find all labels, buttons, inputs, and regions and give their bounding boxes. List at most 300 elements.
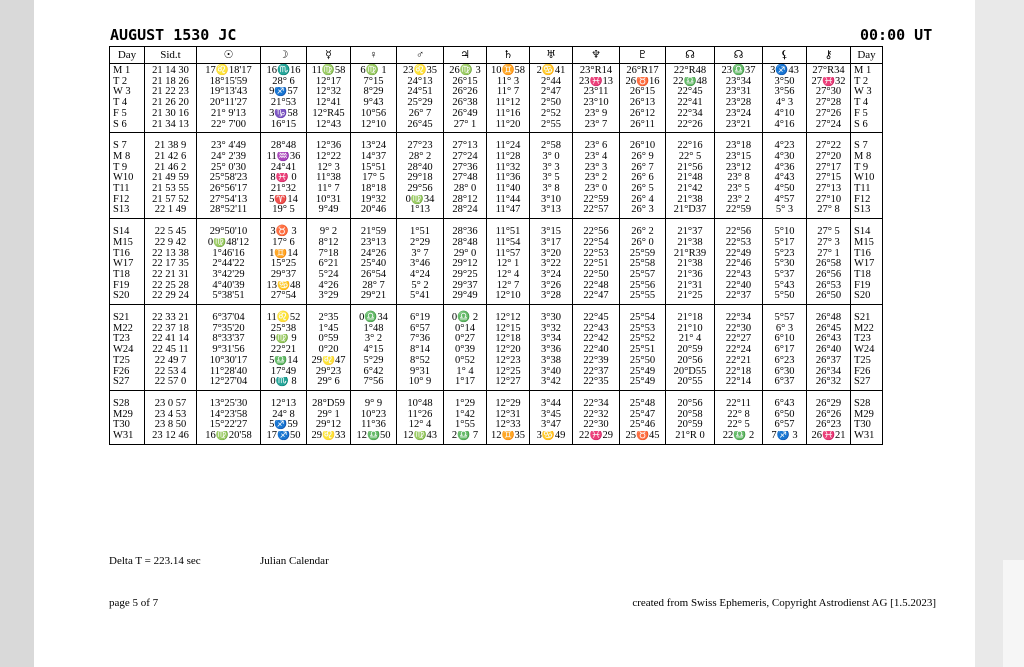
cell-mercury: 12°43 [307,120,351,133]
cell-true-node: 22♎ 2 [715,431,763,444]
cell-mean-node: 20°56 [666,390,715,409]
cell-true-node: 22°34 [715,305,763,324]
cell-sidereal-time: 23 0 57 [145,390,197,409]
cell-neptune: 23° 7 [573,120,620,133]
cell-day-right: F 5 [851,109,883,120]
header-uranus: ♅ [530,47,573,64]
cell-lilith: 4°16 [763,120,807,133]
header-jupiter: ♃ [444,47,487,64]
cell-mean-node: 21°48 [666,173,715,184]
cell-chiron: 27°26 [807,109,851,120]
cell-venus: 23°13 [351,238,397,249]
cell-day-right: S27 [851,377,883,390]
cell-saturn: 11° 7 [487,87,530,98]
cell-venus: 1°48 [351,324,397,335]
cell-chiron: 27°22 [807,133,851,152]
cell-sun: 8°33'37 [197,334,261,345]
cell-sidereal-time: 22 57 0 [145,377,197,390]
cell-sun: 28°52'11 [197,205,261,218]
cell-day-right: M29 [851,410,883,421]
cell-mean-node: 20°58 [666,410,715,421]
cell-sidereal-time: 21 49 59 [145,173,197,184]
cell-venus: 21°59 [351,219,397,238]
cell-sidereal-time: 22 1 49 [145,205,197,218]
cell-day-right: T 2 [851,77,883,88]
cell-mars: 26° 7 [397,109,444,120]
cell-lilith: 3°56 [763,87,807,98]
delta-t-note: Delta T = 223.14 sec [109,555,201,567]
cell-sidereal-time: 22 37 18 [145,324,197,335]
cell-pluto: 26°15 [620,87,666,98]
cell-pluto: 25°46 [620,420,666,431]
cell-neptune: 22°59 [573,195,620,206]
cell-uranus: 3°10 [530,195,573,206]
cell-sun: 9°31'56 [197,345,261,356]
cell-neptune: 23° 6 [573,133,620,152]
cell-venus: 6°42 [351,367,397,378]
cell-mean-node: 22°41 [666,98,715,109]
cell-lilith: 7♐ 3 [763,431,807,444]
cell-neptune: 22°32 [573,410,620,421]
header-neptune: ♆ [573,47,620,64]
cell-chiron: 26°23 [807,420,851,431]
cell-true-node: 23°21 [715,120,763,133]
cell-day-right: S 6 [851,120,883,133]
cell-uranus: 3°30 [530,305,573,324]
cell-lilith: 5° 3 [763,205,807,218]
cell-moon: 22°21 [261,345,307,356]
cell-chiron: 26°32 [807,377,851,390]
cell-chiron: 26°29 [807,390,851,409]
cell-lilith: 6°30 [763,367,807,378]
cell-day-left: W10 [110,173,145,184]
cell-lilith: 4°30 [763,152,807,163]
cell-sun: 25°58'23 [197,173,261,184]
cell-venus: 26°54 [351,270,397,281]
cell-moon: 24° 8 [261,410,307,421]
table-row [110,238,883,249]
cell-mars: 9°31 [397,367,444,378]
cell-lilith: 5°10 [763,219,807,238]
cell-mean-node: 21°10 [666,324,715,335]
cell-neptune: 22°45 [573,305,620,324]
cell-mars: 10° 9 [397,377,444,390]
cell-mercury: 11° 7 [307,184,351,195]
cell-mean-node: 22° 5 [666,152,715,163]
cell-mars: 11°26 [397,410,444,421]
cell-moon: 17♐50 [261,431,307,444]
cell-chiron: 26°53 [807,281,851,292]
cell-moon: 3♉ 3 [261,219,307,238]
cell-saturn: 12° 4 [487,270,530,281]
cell-chiron: 26°45 [807,324,851,335]
cell-saturn: 11°36 [487,173,530,184]
cell-sidereal-time: 23 4 53 [145,410,197,421]
cell-moon: 21°32 [261,184,307,195]
scrollbar-track[interactable] [975,0,1024,667]
cell-neptune: 23° 2 [573,173,620,184]
week-group [110,219,883,305]
cell-chiron: 26°26 [807,410,851,421]
cell-pluto: 25°52 [620,334,666,345]
cell-chiron: 26°50 [807,291,851,304]
cell-uranus: 2♋41 [530,64,573,77]
cell-saturn: 11°32 [487,163,530,174]
cell-moon: 5♈14 [261,195,307,206]
cell-uranus: 3°38 [530,356,573,367]
table-row [110,152,883,163]
cell-true-node: 22°56 [715,219,763,238]
cell-day-left: M29 [110,410,145,421]
cell-jupiter: 0°14 [444,324,487,335]
page-title: AUGUST 1530 JC [110,26,237,44]
cell-mars: 0♍34 [397,195,444,206]
cell-day-left: T 2 [110,77,145,88]
cell-day-left: T25 [110,356,145,367]
cell-true-node: 22°14 [715,377,763,390]
cell-mercury: 11°38 [307,173,351,184]
cell-venus: 17° 5 [351,173,397,184]
cell-sidereal-time: 22 53 4 [145,367,197,378]
cell-true-node: 23°12 [715,163,763,174]
cell-saturn: 12♊35 [487,431,530,444]
cell-moon: 11♒36 [261,152,307,163]
cell-true-node: 22° 5 [715,420,763,431]
header-true-node: ☊ [715,47,763,64]
cell-day-right: W 3 [851,87,883,98]
cell-sun: 4°40'39 [197,281,261,292]
cell-jupiter: 27°36 [444,163,487,174]
scrollbar-thumb[interactable] [1003,560,1024,667]
cell-neptune: 22°56 [573,219,620,238]
cell-true-node: 23°28 [715,98,763,109]
cell-lilith: 5°30 [763,259,807,270]
cell-neptune: 23° 3 [573,163,620,174]
cell-day-left: M 1 [110,64,145,77]
cell-saturn: 12° 1 [487,259,530,270]
cell-pluto: 25°55 [620,291,666,304]
cell-sidereal-time: 21 46 2 [145,163,197,174]
cell-uranus: 3°28 [530,291,573,304]
table-row [110,291,883,304]
cell-day-right: T23 [851,334,883,345]
cell-pluto: 26° 2 [620,219,666,238]
cell-day-right: S28 [851,390,883,409]
cell-uranus: 3°26 [530,281,573,292]
cell-venus: 5°29 [351,356,397,367]
cell-lilith: 4°36 [763,163,807,174]
cell-jupiter: 28°48 [444,238,487,249]
cell-venus: 24°26 [351,249,397,260]
cell-mean-node: 21°25 [666,291,715,304]
cell-jupiter: 28° 0 [444,184,487,195]
cell-saturn: 12°31 [487,410,530,421]
cell-day-left: T23 [110,334,145,345]
table-row [110,163,883,174]
cell-sidereal-time: 22 21 31 [145,270,197,281]
cell-sun: 15°22'27 [197,420,261,431]
cell-uranus: 2°58 [530,133,573,152]
cell-moon: 24°41 [261,163,307,174]
cell-moon: 28°48 [261,133,307,152]
cell-venus: 9°43 [351,98,397,109]
cell-uranus: 3°42 [530,377,573,390]
cell-day-right: F26 [851,367,883,378]
cell-jupiter: 1°55 [444,420,487,431]
cell-neptune: 22°35 [573,377,620,390]
cell-neptune: 23°R14 [573,64,620,77]
cell-saturn: 12°33 [487,420,530,431]
cell-sun: 10°30'17 [197,356,261,367]
cell-moon: 9♐57 [261,87,307,98]
cell-saturn: 12°29 [487,390,530,409]
cell-day-left: W24 [110,345,145,356]
cell-true-node: 23°31 [715,87,763,98]
cell-mercury: 10°31 [307,195,351,206]
cell-chiron: 27°30 [807,87,851,98]
cell-day-left: T11 [110,184,145,195]
cell-sidereal-time: 22 45 11 [145,345,197,356]
cell-mercury: 4°26 [307,281,351,292]
cell-pluto: 26° 0 [620,238,666,249]
cell-lilith: 6°23 [763,356,807,367]
cell-day-right: F19 [851,281,883,292]
cell-jupiter: 28°36 [444,219,487,238]
cell-day-right: T11 [851,184,883,195]
cell-lilith: 3♐43 [763,64,807,77]
cell-day-right: W31 [851,431,883,444]
cell-lilith: 6°10 [763,334,807,345]
cell-venus: 19°32 [351,195,397,206]
cell-mean-node: 20°59 [666,420,715,431]
cell-venus: 4°15 [351,345,397,356]
cell-venus: 12°10 [351,120,397,133]
cell-true-node: 22°21 [715,356,763,367]
cell-pluto: 26♉16 [620,77,666,88]
cell-day-left: F 5 [110,109,145,120]
cell-mercury: 29°23 [307,367,351,378]
cell-venus: 20°46 [351,205,397,218]
cell-sun: 13°25'30 [197,390,261,409]
cell-mean-node: 22°45 [666,87,715,98]
cell-neptune: 22♓29 [573,431,620,444]
cell-chiron: 26°56 [807,270,851,281]
cell-saturn: 12°12 [487,305,530,324]
cell-jupiter: 29°25 [444,270,487,281]
cell-sidereal-time: 22 9 42 [145,238,197,249]
cell-pluto: 25°50 [620,356,666,367]
cell-mercury: 12° 3 [307,163,351,174]
cell-mean-node: 21°38 [666,195,715,206]
cell-mean-node: 21°R 0 [666,431,715,444]
cell-sidereal-time: 22 13 38 [145,249,197,260]
cell-day-left: T 4 [110,98,145,109]
cell-chiron: 26°34 [807,367,851,378]
cell-pluto: 26° 9 [620,152,666,163]
cell-pluto: 25°49 [620,377,666,390]
time-label: 00:00 UT [860,26,933,44]
cell-saturn: 11°24 [487,133,530,152]
cell-uranus: 3°22 [530,259,573,270]
cell-day-left: T 9 [110,163,145,174]
cell-chiron: 27°24 [807,120,851,133]
cell-mean-node: 21°36 [666,270,715,281]
cell-day-left: W17 [110,259,145,270]
cell-mean-node: 20°56 [666,356,715,367]
cell-jupiter: 1° 4 [444,367,487,378]
cell-true-node: 22°53 [715,238,763,249]
cell-mars: 1°51 [397,219,444,238]
table-row [110,410,883,421]
cell-day-right: W24 [851,345,883,356]
cell-saturn: 12°10 [487,291,530,304]
cell-mercury: 1°45 [307,324,351,335]
cell-day-left: W 3 [110,87,145,98]
cell-pluto: 25°54 [620,305,666,324]
table-row [110,377,883,390]
cell-moon: 17° 6 [261,238,307,249]
cell-neptune: 22°43 [573,324,620,335]
cell-saturn: 12°20 [487,345,530,356]
cell-mars: 12♍43 [397,431,444,444]
cell-jupiter: 0°27 [444,334,487,345]
cell-sidereal-time: 21 38 9 [145,133,197,152]
cell-venus: 8°29 [351,87,397,98]
cell-lilith: 4°57 [763,195,807,206]
cell-day-left: F19 [110,281,145,292]
cell-sun: 23° 4'49 [197,133,261,152]
cell-true-node: 22°30 [715,324,763,335]
cell-lilith: 4°43 [763,173,807,184]
table-row [110,195,883,206]
cell-true-node: 23° 5 [715,184,763,195]
cell-uranus: 3°32 [530,324,573,335]
cell-day-left: M 8 [110,152,145,163]
cell-venus: 25°40 [351,259,397,270]
cell-chiron: 27° 8 [807,205,851,218]
cell-mean-node: 21°38 [666,238,715,249]
header-lilith: ⚸ [763,47,807,64]
cell-day-right: W17 [851,259,883,270]
cell-mars: 27°23 [397,133,444,152]
cell-lilith: 3°50 [763,77,807,88]
table-row [110,64,883,77]
cell-mars: 1°13 [397,205,444,218]
table-row [110,259,883,270]
cell-mercury: 7°18 [307,249,351,260]
cell-venus: 28° 7 [351,281,397,292]
cell-moon: 28° 6 [261,77,307,88]
cell-chiron: 26°58 [807,259,851,270]
cell-mercury: 3°29 [307,291,351,304]
cell-sidereal-time: 22 29 24 [145,291,197,304]
cell-moon: 16♏16 [261,64,307,77]
cell-moon: 27°54 [261,291,307,304]
cell-sun: 16♍20'58 [197,431,261,444]
cell-true-node: 23°18 [715,133,763,152]
cell-jupiter: 26°26 [444,87,487,98]
cell-lilith: 6°17 [763,345,807,356]
cell-uranus: 3♋49 [530,431,573,444]
cell-pluto: 26° 3 [620,205,666,218]
cell-sidereal-time: 22 33 21 [145,305,197,324]
week-group [110,133,883,219]
cell-lilith: 4°50 [763,184,807,195]
cell-uranus: 3°36 [530,345,573,356]
cell-sidereal-time: 23 12 46 [145,431,197,444]
cell-mars: 28° 2 [397,152,444,163]
cell-mars: 23♌35 [397,64,444,77]
cell-mercury: 29°12 [307,420,351,431]
cell-venus: 3° 2 [351,334,397,345]
cell-day-right: S14 [851,219,883,238]
cell-day-left: S20 [110,291,145,304]
header-sun: ☉ [197,47,261,64]
cell-mercury: 9° 2 [307,219,351,238]
cell-true-node: 22°40 [715,281,763,292]
cell-neptune: 22°34 [573,390,620,409]
cell-lilith: 6°50 [763,410,807,421]
cell-mars: 4°24 [397,270,444,281]
cell-mars: 5°41 [397,291,444,304]
cell-mercury: 2°35 [307,305,351,324]
cell-mars: 2°29 [397,238,444,249]
cell-day-right: F12 [851,195,883,206]
cell-mars: 29°18 [397,173,444,184]
cell-true-node: 23♎37 [715,64,763,77]
cell-jupiter: 29° 0 [444,249,487,260]
cell-day-right: T30 [851,420,883,431]
cell-uranus: 2°47 [530,87,573,98]
cell-moon: 11♌52 [261,305,307,324]
header-saturn: ♄ [487,47,530,64]
cell-uranus: 3°24 [530,270,573,281]
cell-saturn: 11°40 [487,184,530,195]
cell-mean-node: 21°42 [666,184,715,195]
cell-mercury: 12°32 [307,87,351,98]
cell-mars: 7°36 [397,334,444,345]
table-row [110,420,883,431]
cell-jupiter: 1°29 [444,390,487,409]
cell-day-left: T30 [110,420,145,431]
cell-true-node: 22°37 [715,291,763,304]
cell-saturn: 12°23 [487,356,530,367]
cell-neptune: 23°11 [573,87,620,98]
cell-mercury: 0°59 [307,334,351,345]
cell-neptune: 22°30 [573,420,620,431]
cell-pluto: 26° 4 [620,195,666,206]
cell-sidereal-time: 21 42 6 [145,152,197,163]
week-group [110,390,883,444]
cell-chiron: 27°28 [807,98,851,109]
cell-true-node: 23° 2 [715,195,763,206]
document-page [34,0,975,667]
cell-neptune: 23° 0 [573,184,620,195]
cell-venus: 18°18 [351,184,397,195]
cell-sun: 21° 9'13 [197,109,261,120]
cell-mean-node: 21° 4 [666,334,715,345]
cell-lilith: 6°37 [763,377,807,390]
cell-jupiter: 0♎ 2 [444,305,487,324]
header-moon: ☽ [261,47,307,64]
cell-sidereal-time: 22 17 35 [145,259,197,270]
cell-saturn: 12°27 [487,377,530,390]
cell-true-node: 22°43 [715,270,763,281]
cell-neptune: 23° 9 [573,109,620,120]
cell-chiron: 26°40 [807,345,851,356]
cell-saturn: 10♊58 [487,64,530,77]
cell-moon: 8♓ 0 [261,173,307,184]
